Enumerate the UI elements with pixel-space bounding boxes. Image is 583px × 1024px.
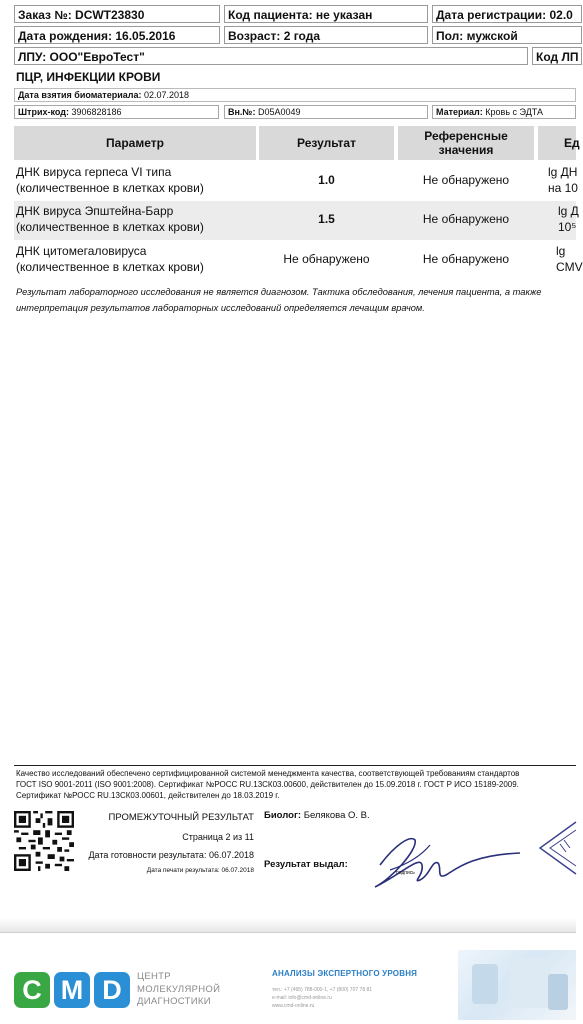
qr-code (14, 811, 74, 871)
header-row-3 (0, 47, 579, 66)
barcode-label: Штрих-код: (18, 107, 69, 117)
issued-by-label: Результат выдал: (264, 859, 348, 870)
order-number: Заказ №: DCWT23830 (14, 5, 220, 23)
signature-caption: подпись (396, 870, 415, 876)
disclaimer (16, 284, 541, 316)
lab-photo-shape (548, 974, 568, 1010)
internal-label: Вн.№: (228, 107, 256, 117)
quality-line-3: Сертификат №РОСС RU.13СК03.00601, действителен до 18.03.2019 г. (16, 791, 280, 800)
col-header-result: Результат (259, 126, 394, 160)
section-title: ПЦР, ИНФЕКЦИИ КРОВИ (16, 70, 161, 84)
reference-value: Не обнаружено (422, 173, 510, 187)
result-value: Не обнаружено (283, 252, 370, 266)
divider (14, 765, 576, 766)
param-name (16, 243, 204, 275)
birth-date: Дата рождения: 16.05.2016 (14, 26, 220, 44)
brand-line-3: ДИАГНОСТИКИ (137, 996, 211, 1007)
unit-line-1: lg (556, 244, 566, 258)
barcode (14, 105, 219, 119)
sample-date-row (14, 88, 576, 102)
reference-value: Не обнаружено (422, 252, 510, 266)
sample-date-value: 02.07.2018 (143, 90, 190, 100)
ready-date: Дата готовности результата: 06.07.2018 (88, 850, 254, 860)
internal-number (224, 105, 428, 119)
lpu-code: Код ЛП (532, 47, 582, 65)
lab-photo (458, 950, 576, 1020)
barcode-value: 3906828186 (71, 107, 122, 117)
param-line-2: (количественное в клетках крови) (16, 220, 204, 234)
page-number: Страница 2 из 11 (182, 832, 254, 842)
quality-line-1: Качество исследований обеспечено сертифицированной системой менеджмента качества, соответствующей требованиям стандартов (16, 769, 520, 778)
contact-phone: тел.: +7 (495) 788-000-1, +7 (800) 707 78 81 (272, 987, 373, 993)
biologist-label: Биолог: (264, 810, 302, 821)
status-block (80, 811, 254, 876)
brand-name (137, 971, 220, 1009)
param-name (16, 164, 204, 196)
disclaimer-line-1: Результат лабораторного исследования не является диагнозом. Тактика обследования, лечения пациента, а также (16, 287, 542, 297)
param-line-1: ДНК вируса герпеса VI типа (16, 165, 172, 179)
material-value: Кровь с ЭДТА (485, 107, 543, 117)
material-label: Материал: (436, 107, 483, 117)
disclaimer-line-2: интерпретация результатов лабораторных исследований определяется лечащим врачом. (16, 303, 425, 313)
biologist (264, 810, 370, 821)
unit-line-1: lg Д (558, 204, 579, 218)
intermediate-result: ПРОМЕЖУТОЧНЫЙ РЕЗУЛЬТАТ (108, 812, 254, 823)
biologist-name: Белякова О. В. (303, 810, 370, 821)
quality-line-2: ГОСТ ISO 9001-2011 (ISO 9001:2008). Сертификат №РОСС RU.13СК03.00600, действителен до 15.09.2018 г. ГОСТ Р ИСО 15189-2009. (16, 780, 519, 789)
sample-date (14, 88, 576, 102)
col-header-parameter: Параметр (14, 126, 256, 160)
lab-photo-shape (510, 958, 550, 1008)
col-header-reference: Референсные значения (398, 126, 534, 160)
brand-line-2: МОЛЕКУЛЯРНОЙ (137, 983, 221, 995)
contact-web: www.cmd-online.ru (272, 1003, 315, 1009)
header-row-1 (0, 5, 576, 24)
page-edge (0, 932, 576, 933)
age: Возраст: 2 года (224, 26, 428, 44)
unit-line-2: на 10 (548, 181, 578, 195)
sample-ids-row (14, 105, 576, 119)
result-value: 1.5 (318, 212, 335, 226)
contacts (272, 986, 372, 1010)
quality-statement (16, 768, 519, 801)
header-row-2 (0, 26, 576, 45)
param-line-1: ДНК вируса Эпштейна-Барр (16, 204, 174, 218)
lab-photo-shape (472, 964, 498, 1004)
brand-line-1: ЦЕНТР (137, 971, 171, 982)
slogan: АНАЛИЗЫ ЭКСПЕРТНОГО УРОВНЯ (272, 969, 418, 978)
internal-value: D05A0049 (257, 107, 301, 117)
sample-date-label: Дата взятия биоматериала: (18, 90, 142, 100)
unit-line-2: CMV (556, 260, 583, 274)
reference-value: Не обнаружено (422, 212, 510, 226)
page-gap (0, 918, 576, 932)
unit-line-2: 10⁵ (558, 220, 577, 234)
logo-letter-c: C (14, 972, 50, 1008)
handwritten-signature (360, 825, 530, 895)
result-value: 1.0 (318, 173, 335, 187)
sex: Пол: мужской (432, 26, 582, 44)
unit-value (548, 164, 578, 196)
param-line-2: (количественное в клетках крови) (16, 181, 204, 195)
param-line-1: ДНК цитомегаловируса (16, 244, 147, 258)
unit-value (558, 203, 579, 235)
logo-letter-d: D (94, 972, 130, 1008)
patient-code: Код пациента: не указан (224, 5, 428, 23)
col-header-unit: Ед (538, 126, 576, 160)
param-name (16, 203, 204, 235)
registration-date: Дата регистрации: 02.0 (432, 5, 582, 23)
param-line-2: (количественное в клетках крови) (16, 260, 204, 274)
material (432, 105, 576, 119)
contact-email: e-mail: info@cmd-online.ru (272, 995, 332, 1001)
print-date: Дата печати результата: 06.07.2018 (146, 867, 254, 874)
logo-letter-m: M (54, 972, 90, 1008)
stamp (536, 818, 576, 878)
unit-line-1: lg ДН (548, 165, 578, 179)
lpu: ЛПУ: ООО"ЕвроТест" (14, 47, 528, 65)
unit-value (556, 243, 583, 275)
